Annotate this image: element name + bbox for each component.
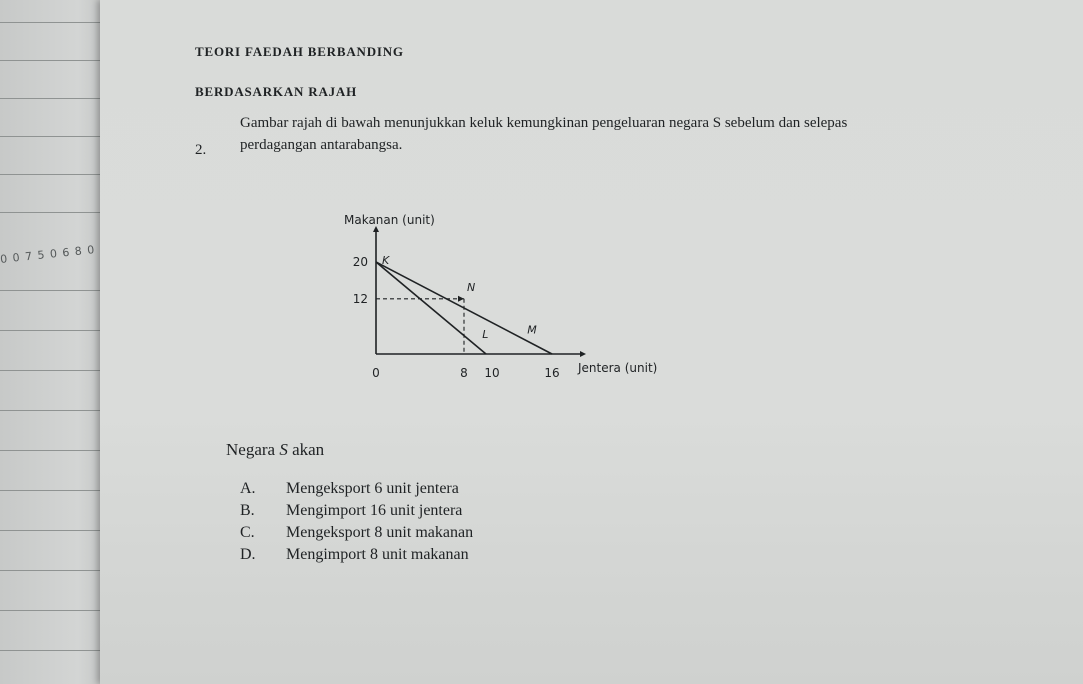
question-text-line-2: perdagangan antarabangsa. bbox=[240, 137, 403, 153]
ruled-line bbox=[0, 370, 112, 371]
option-text: Mengeksport 8 unit makanan bbox=[286, 524, 474, 541]
stem-prefix: Negara bbox=[226, 440, 280, 459]
ruled-line bbox=[0, 410, 112, 411]
point-label-n: N bbox=[467, 280, 476, 294]
option-b[interactable] bbox=[240, 500, 473, 522]
option-text: Mengimport 16 unit jentera bbox=[286, 502, 463, 519]
option-letter: D. bbox=[240, 546, 256, 563]
stem-suffix: akan bbox=[287, 440, 325, 459]
ruled-line bbox=[0, 290, 112, 291]
ruled-line bbox=[0, 650, 112, 651]
question-number: 2. bbox=[195, 142, 207, 158]
option-letter: C. bbox=[240, 524, 255, 541]
point-label-k: K bbox=[382, 254, 390, 267]
question-text bbox=[240, 112, 980, 156]
adjacent-notebook-page bbox=[0, 0, 112, 684]
guide-arrow bbox=[458, 296, 464, 302]
margin-scribble: 0 0 7 5 0 6 8 0 bbox=[0, 243, 96, 266]
ppc-chart bbox=[320, 208, 700, 388]
option-d[interactable] bbox=[240, 544, 473, 566]
ruled-line bbox=[0, 98, 112, 99]
option-text: Mengeksport 6 unit jentera bbox=[286, 480, 459, 497]
ruled-line bbox=[0, 570, 112, 571]
option-letter: A. bbox=[240, 480, 256, 497]
ruled-line bbox=[0, 212, 112, 213]
section-title: TEORI FAEDAH BERBANDING bbox=[195, 44, 404, 59]
x-axis-label: Jentera (unit) bbox=[578, 361, 658, 375]
y-axis-label: Makanan (unit) bbox=[344, 213, 435, 227]
x-tick-label: 16 bbox=[544, 366, 560, 380]
answer-options bbox=[240, 478, 473, 566]
x-tick-label: 10 bbox=[484, 366, 500, 380]
ruled-line bbox=[0, 450, 112, 451]
ruled-line bbox=[0, 610, 112, 611]
ruled-line bbox=[0, 174, 112, 175]
option-c[interactable] bbox=[240, 522, 473, 544]
question-stem bbox=[226, 440, 324, 460]
option-letter: B. bbox=[240, 502, 255, 519]
ppc-line-1 bbox=[376, 262, 489, 354]
ruled-line bbox=[0, 60, 112, 61]
stem-country: S bbox=[279, 440, 288, 459]
y-tick-label: 12 bbox=[352, 291, 368, 306]
x-tick-label: 8 bbox=[460, 366, 468, 380]
ruled-line bbox=[0, 22, 112, 23]
point-label-m: M bbox=[527, 323, 537, 337]
ruled-line bbox=[0, 136, 112, 137]
question-text-line-1: Gambar rajah di bawah menunjukkan keluk kemungkinan pengeluaran negara S sebelum dan selepas bbox=[240, 115, 848, 131]
ruled-line bbox=[0, 330, 112, 331]
option-a[interactable] bbox=[240, 478, 473, 500]
option-text: Mengimport 8 unit makanan bbox=[286, 546, 469, 563]
ruled-line bbox=[0, 490, 112, 491]
ruled-line bbox=[0, 530, 112, 531]
section-subtitle: BERDASARKAN RAJAH bbox=[195, 84, 358, 99]
y-tick-label: 20 bbox=[352, 255, 368, 269]
point-label-l: L bbox=[482, 327, 489, 341]
x-axis-arrow bbox=[580, 351, 586, 357]
x-tick-label: 0 bbox=[372, 366, 380, 380]
